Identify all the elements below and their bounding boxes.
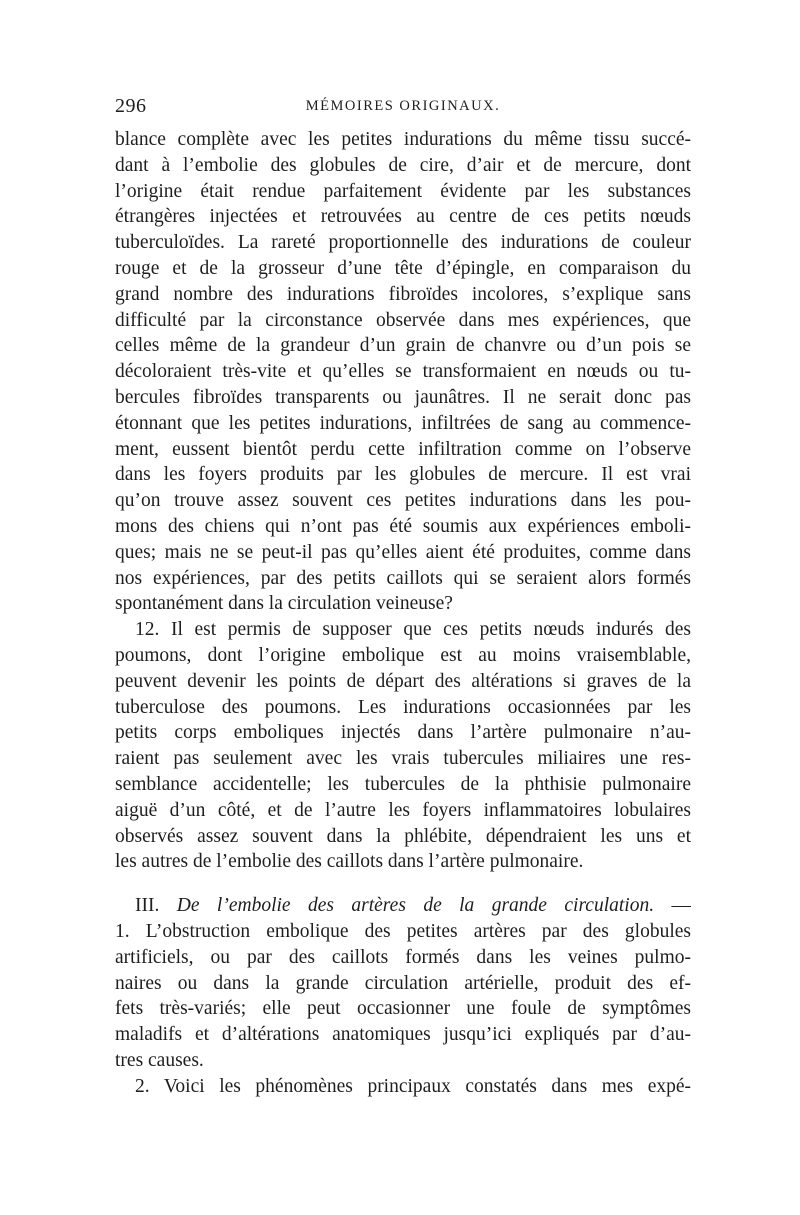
page-number: 296	[115, 95, 147, 117]
text-line: artificiels, ou par des caillots formés dans les veines pulmo-	[115, 946, 691, 968]
body-text	[115, 127, 691, 1099]
text-line: poumons, dont l’origine embolique est au moins vraisemblable,	[115, 644, 691, 666]
text-line: observés assez souvent dans la phlébite, dépendraient les uns et	[115, 825, 691, 847]
text-line: 12. Il est permis de supposer que ces petits nœuds indurés des	[135, 619, 691, 641]
text-line: qu’on trouve assez souvent ces petites indurations dans les pou-	[115, 490, 691, 512]
text-line: décoloraient très-vite et qu’elles se transformaient en nœuds ou tu-	[115, 361, 691, 383]
text-line: rouge et de la grosseur d’une tête d’épingle, en comparaison du	[115, 257, 691, 279]
text-line: tres causes.	[115, 1049, 204, 1071]
text-line: blance complète avec les petites indurations du même tissu succé-	[115, 129, 691, 150]
text-line: raient pas seulement avec les vrais tubercules miliaires une res-	[115, 748, 691, 770]
section-title: De l’embolie des artères de la grande circulation.	[176, 895, 655, 917]
text-line: étonnant que les petites indurations, infiltrées de sang au commence-	[115, 412, 691, 434]
section-heading	[115, 893, 691, 919]
text-line: aiguë d’un côté, et de l’autre les foyers inflammatoires lobulaires	[115, 799, 691, 821]
text-line: spontanément dans la circulation veineuse?	[115, 593, 453, 615]
text-line: petits corps emboliques injectés dans l’artère pulmonaire n’au-	[115, 722, 691, 744]
text-line: peuvent devenir les points de départ des altérations si graves de la	[115, 670, 691, 692]
text-line: fets très-variés; elle peut occasionner une foule de symptômes	[115, 998, 691, 1020]
text-line: semblance accidentelle; les tubercules de la phthisie pulmonaire	[115, 773, 691, 795]
text-line: 2. Voici les phénomènes principaux constatés dans mes expé-	[135, 1075, 691, 1097]
text-line: tuberculoïdes. La rareté proportionnelle des indurations de couleur	[115, 232, 691, 254]
text-line: les autres de l’embolie des caillots dans l’artère pulmonaire.	[115, 851, 584, 873]
text-line: grand nombre des indurations fibroïdes incolores, s’explique sans	[115, 283, 691, 305]
section-gap	[115, 875, 691, 893]
text-line: ment, eussent bientôt perdu cette infiltration comme on l’observe	[115, 438, 691, 460]
text-line: l’origine était rendue parfaitement évidente par les substances	[115, 180, 691, 202]
section-dash: —	[671, 895, 691, 917]
text-line: maladifs et d’altérations anatomiques jusqu’ici expliqués par d’au-	[115, 1024, 691, 1046]
text-line: bercules fibroïdes transparents ou jaunâtres. Il ne serait donc pas	[115, 386, 691, 408]
text-line: dant à l’embolie des globules de cire, d’air et de mercure, dont	[115, 154, 691, 176]
text-line: ques; mais ne se peut-il pas qu’elles aient été produites, comme dans	[115, 541, 691, 563]
text-line: celles même de la grandeur d’un grain de chanvre ou d’un pois se	[115, 335, 691, 357]
text-line: difficulté par la circonstance observée dans mes expériences, que	[115, 309, 691, 331]
running-title: MÉMOIRES ORIGINAUX.	[305, 98, 501, 114]
text-line: 1. L’obstruction embolique des petites artères par des globules	[115, 920, 691, 942]
page-header	[115, 95, 691, 125]
text-line: naires ou dans la grande circulation artérielle, produit des ef-	[115, 972, 691, 994]
text-line: tuberculose des poumons. Les indurations occasionnées par les	[115, 696, 691, 718]
text-line: étrangères injectées et retrouvées au centre de ces petits nœuds	[115, 206, 691, 228]
text-line: dans les foyers produits par les globules de mercure. Il est vrai	[115, 464, 691, 486]
text-line: mons des chiens qui n’ont pas été soumis aux expériences emboli-	[115, 515, 691, 537]
section-numeral: III.	[135, 895, 160, 917]
text-line: nos expériences, par des petits caillots qui se seraient alors formés	[115, 567, 691, 589]
